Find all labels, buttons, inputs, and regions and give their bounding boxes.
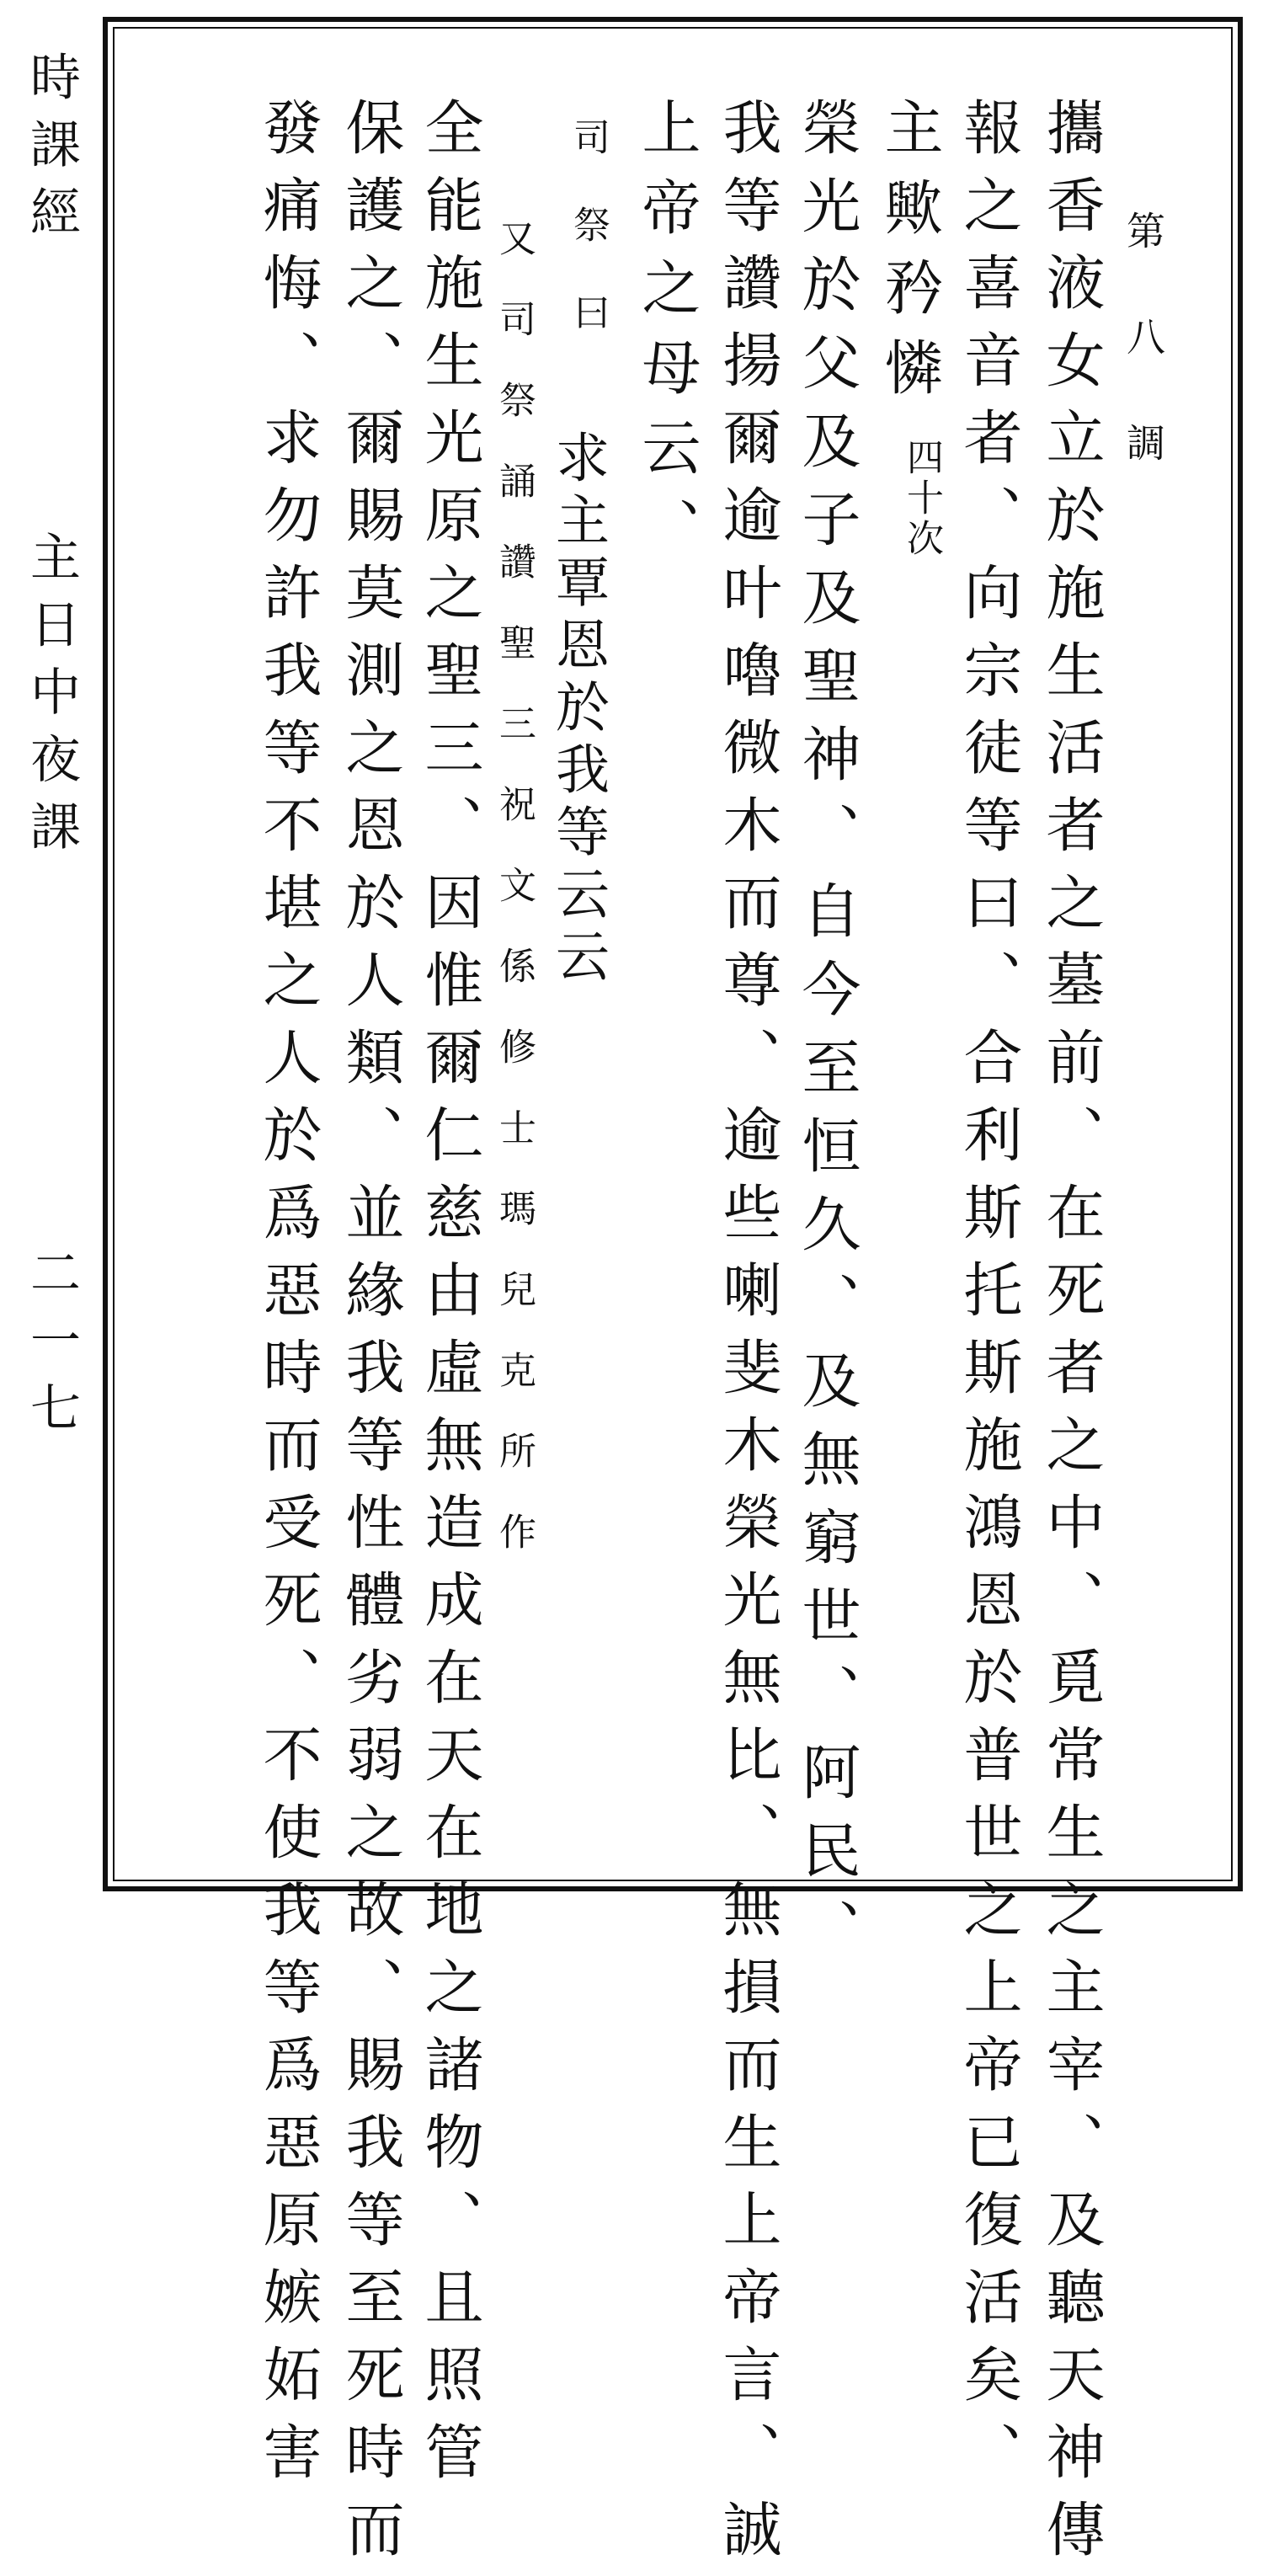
text-column: 求主覃恩於我等云云 [546,429,609,990]
text-column-note: 四十次 [900,438,943,559]
book-title: 時課經 [22,51,81,253]
text-column-note: 司祭曰 [567,118,610,381]
text-column: 保護之、爾賜莫測之恩於人類、並緣我等性體劣弱之故、賜我等至死時而 [336,97,405,2576]
page-number: 二一七 [22,1246,81,1448]
text-column: 我等讚揚爾逾叶嚕微木而尊、逾些喇斐木榮光無比、無損而生上帝言、誠 [713,97,782,2576]
text-column: 報之喜音者、向宗徒等曰、合利斯托斯施鴻恩於普世之上帝已復活矣、 [954,97,1023,2499]
text-column: 上帝之母云、 [632,97,701,577]
text-column-note: 又司祭誦讚聖三祝文係修士瑪兒克所作 [493,219,536,1593]
text-column: 全能施生光原之聖三、因惟爾仁慈由虛無造成在天在地之諸物、且照管 [415,97,484,2499]
text-column: 攜香液女立於施生活者之墓前、在死者之中、覓常生之主宰、及聽天神傳 [1037,97,1106,2576]
text-column: 發痛悔、求勿許我等不堪之人於爲惡時而受死、不使我等爲惡原嫉妬害 [253,97,322,2499]
section-title: 主日中夜課 [22,531,81,867]
text-column: 榮光於父及子及聖神、自今至恒久、及無窮世、阿民、 [792,97,861,1976]
chapter-heading: 第八調 [1121,211,1166,529]
text-column: 主歟矜憐 [875,97,944,417]
